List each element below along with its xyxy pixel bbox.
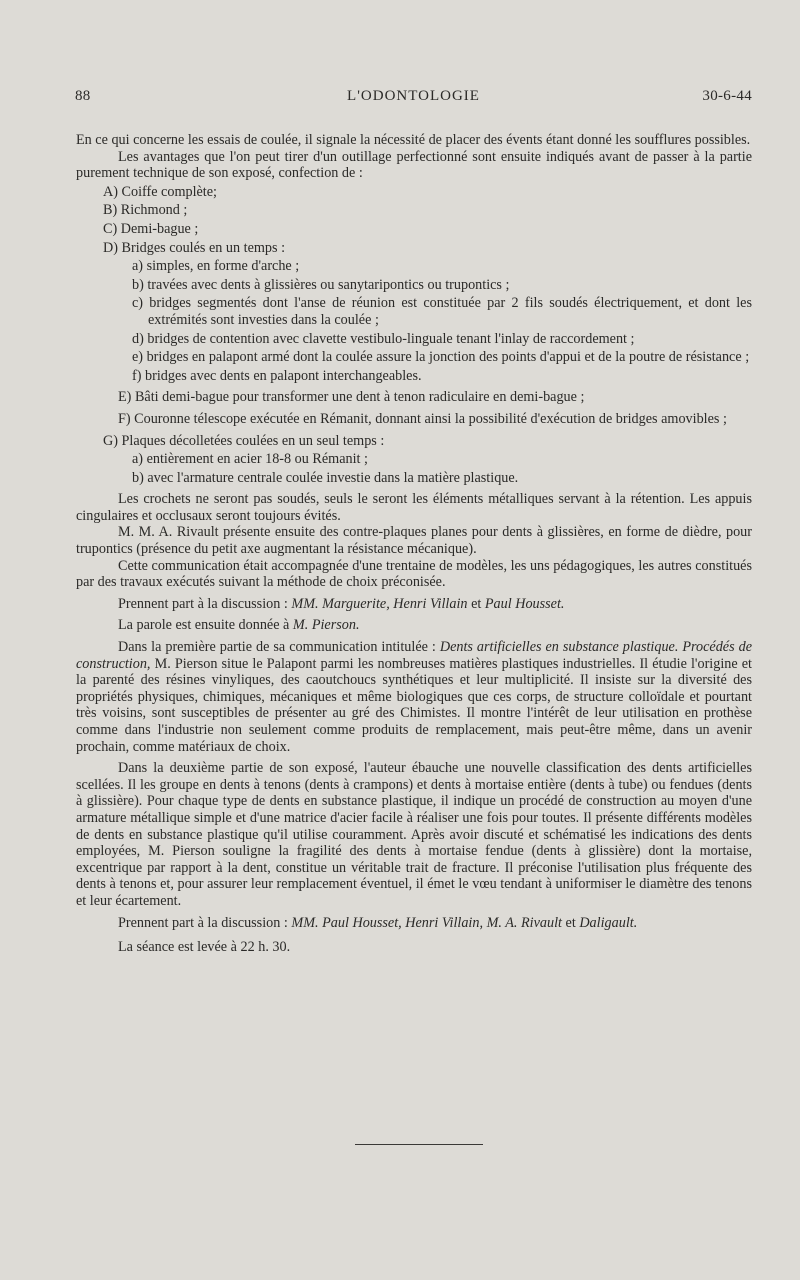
paragraph: En ce qui concerne les essais de coulée, il signale la nécessité de placer des évents étant donné les soufflures possibles.	[76, 132, 751, 148]
text-span: M. Pierson situe le Palapont parmi les nombreuses matières plastiques industrielles. Il étudie l'origine et la parenté des résines vinyliques, des caoutchoucs synthétiques et leur multiplicité. Il insiste sur la diversité des propriétés physiques, chimiques, mécaniques et même biologiques que ces corps, de structure colloïdale et pourtant très voisins, sont susceptibles de présenter au gré des Chimistes. Il montre l'intérêt de leur utilisation en prothèse comme dans l'industrie non seulement comme produits de remplacement, mais peut-être même, dans un avenir prochain, comme matériaux de choix.	[76, 655, 752, 755]
paragraph: Les avantages que l'on peut tirer d'un outillage perfectionné sont ensuite indiqués avant de passer à la partie purement technique de son exposé, confection de :	[76, 148, 752, 182]
paragraph: Dans la deuxième partie de son exposé, l'auteur ébauche une nouvelle classification des dents artificielles scellées. Il les groupe en dents à tenons (dents à crampons) et dents à mortaise entière (dents à tube) ou fendues (dents à glissière). Pour chaque type de dents en substance plastique, il indique un procédé de construction au moyen d'une armature métallique simple et d'une matrice d'acier facile à réaliser une fois pour toutes. Il présente différents modèles de dents en substance plastique qu'il utilise couramment. Après avoir discuté et schématisé les indications des dents employées, M. Pierson souligne la fragilité des dents à mortaise fendue (dents à glissière) dont la mortaise, excentrique par rapport à la dent, constitue un véritable trait de fracture. Il préconise l'utilisation plus fréquente des dents à tenons et, pour assurer leur remplacement éventuel, il émet le vœu tendant à uniformiser le diamètre des tenons et leur écartement.	[76, 760, 752, 909]
text-span: Prennent part à la discussion :	[118, 914, 292, 931]
list-item: G) Plaques décolletées coulées en un seul temps :	[103, 432, 385, 449]
paragraph: Les crochets ne seront pas soudés, seuls le seront les éléments métalliques servant à la rétention. Les appuis cingulaires et occlusaux seront toujours évités.	[76, 491, 752, 524]
list-item: B) Richmond ;	[103, 202, 188, 219]
communication-title: Dents artificielles en substance plastique. Procédés de construction,	[76, 639, 752, 672]
closing-paragraph: La séance est levée à 22 h. 30.	[118, 939, 291, 956]
list-item: F) Couronne télescope exécutée en Rémanit, donnant ainsi la possibilité d'exécution de bridges amovibles ;	[118, 410, 727, 427]
section-divider	[355, 1144, 483, 1145]
speaker-name: Paul Housset.	[484, 595, 565, 612]
sub-list-item: e) bridges en palapont armé dont la coulée assure la jonction des points d'appui et de la poutre de résistance ;	[132, 349, 750, 366]
sub-list-item: b) travées avec dents à glissières ou sanytaripontics ou trupontics ;	[132, 276, 510, 293]
page-number: 88	[75, 88, 91, 104]
paragraph: Cette communication était accompagnée d'une trentaine de modèles, les uns pédagogiques, les autres constitués par des travaux exécutés suivant la méthode de choix préconisée.	[76, 557, 752, 591]
list-item: D) Bridges coulés en un temps :	[103, 239, 286, 256]
list-item: A) Coiffe complète;	[103, 183, 217, 200]
sub-list-item: f) bridges avec dents en palapont interchangeables.	[132, 367, 422, 384]
sub-list-item: c) bridges segmentés dont l'anse de réunion est constituée par 2 fils soudés électriquement, et dont les extrémités sont investies dans la coulée ;	[132, 295, 752, 328]
sub-list-item: d) bridges de contention avec clavette vestibulo-linguale tenant l'inlay de raccordement ;	[132, 330, 635, 347]
sub-list-item: b) avec l'armature centrale coulée investie dans la matière plastique.	[132, 469, 519, 486]
text-span: Dans la première partie de sa communication intitulée :	[118, 639, 440, 656]
discussion-paragraph	[76, 915, 752, 932]
text-span: et	[561, 914, 580, 931]
text-span: et	[467, 595, 485, 612]
journal-title: L'ODONTOLOGIE	[347, 88, 480, 104]
speaker-name: M. Pierson.	[292, 617, 360, 634]
speaker-name: Daligault.	[579, 914, 638, 931]
speaker-names: MM. Marguerite, Henri Villain	[291, 595, 468, 612]
paragraph	[76, 639, 752, 755]
paragraph	[76, 617, 752, 634]
text-span: Prennent part à la discussion :	[118, 595, 292, 612]
discussion-paragraph	[76, 596, 752, 613]
text-span: La parole est ensuite donnée à	[118, 617, 293, 634]
speaker-names: MM. Paul Housset, Henri Villain, M. A. Rivault	[291, 914, 562, 931]
list-item: E) Bâti demi-bague pour transformer une dent à tenon radiculaire en demi-bague ;	[118, 389, 585, 406]
sub-list-item: a) entièrement en acier 18-8 ou Rémanit ;	[132, 451, 368, 468]
sub-list-item: a) simples, en forme d'arche ;	[132, 258, 300, 275]
paragraph: M. M. A. Rivault présente ensuite des contre-plaques planes pour dents à glissières, en forme de dièdre, pour trupontics (présence du petit axe augmentant la résistance mécanique).	[76, 524, 752, 558]
issue-date: 30-6-44	[702, 88, 752, 104]
article-body	[76, 132, 752, 956]
page-header	[75, 88, 752, 108]
list-item: C) Demi-bague ;	[103, 220, 199, 237]
